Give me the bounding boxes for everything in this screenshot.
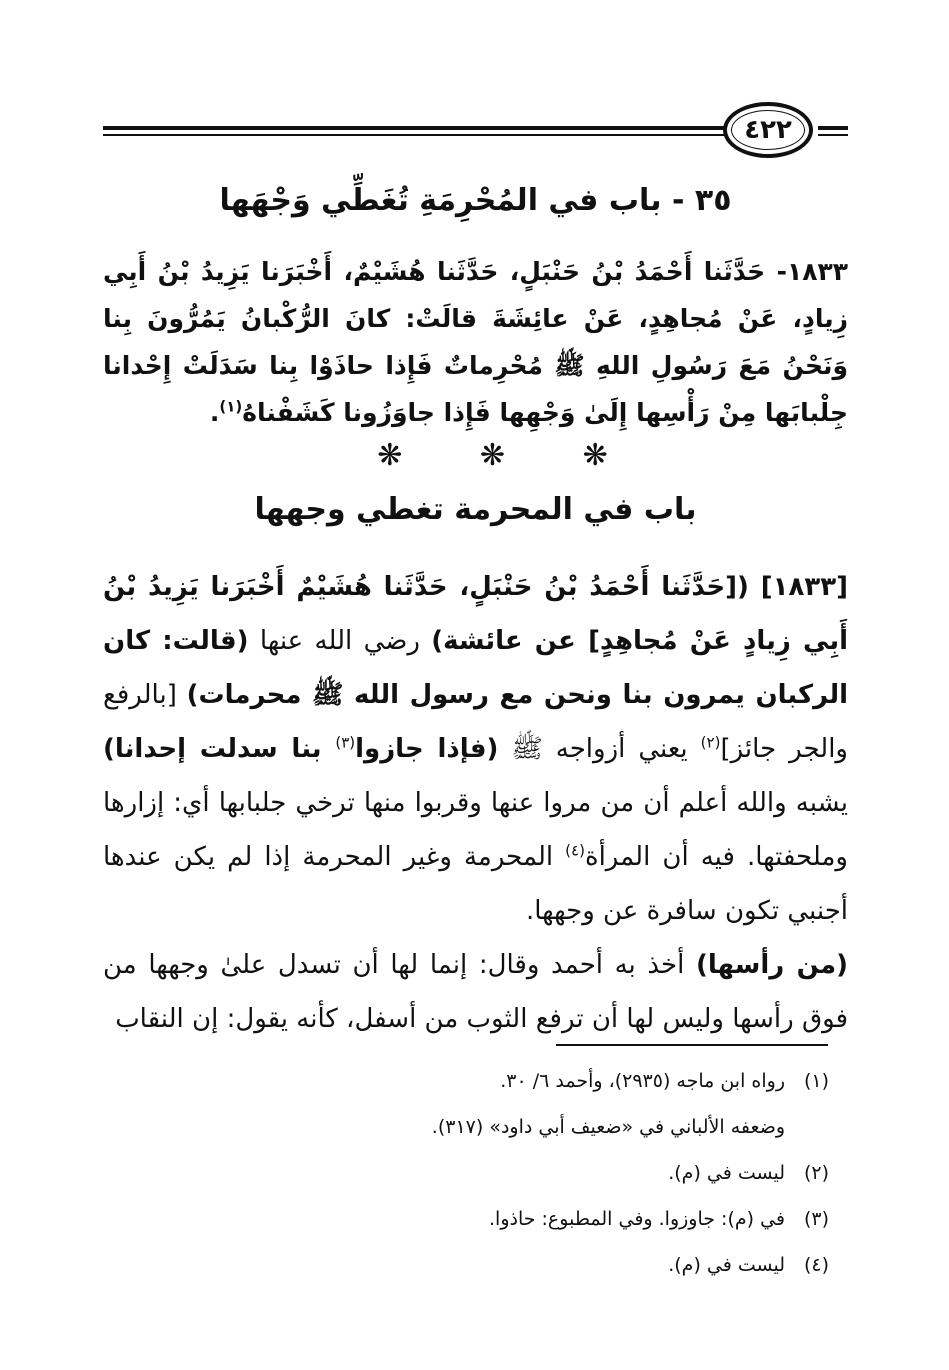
commentary-paragraph-1 [103, 560, 848, 938]
footnote-text: ليست في (م). [668, 1254, 785, 1276]
page-header [0, 100, 949, 160]
footnote-text: رواه ابن ماجه (٢٩٣٥)، وأحمد ٦/ ٣٠. [500, 1070, 785, 1092]
commentary-text: المحرمة وغير المحرمة إذا لم يكن عندها أجنبي تكون سافرة عن وجهها. [103, 842, 848, 926]
header-rule-thick [103, 126, 725, 130]
page-number: ٤٢٢ [744, 115, 792, 145]
section-divider-stars: ❋ ❋ ❋ [377, 438, 642, 473]
footnote-text: وضعفه الألباني في «ضعيف أبي داود» (٣١٧). [431, 1116, 785, 1138]
hadith-end: . [209, 398, 220, 427]
footnote-ref-4: (٤) [565, 841, 585, 860]
chapter-title: ٣٥ - باب في المُحْرِمَةِ تُغَطِّي وَجْهَها [219, 183, 732, 218]
section-title: باب في المحرمة تغطي وجهها [254, 492, 697, 527]
footnotes [129, 1058, 829, 1288]
footnote-text: ليست في (م). [668, 1162, 785, 1184]
footnote-number: (٢) [803, 1162, 829, 1184]
page-number-badge [723, 102, 813, 158]
footnote-separator [556, 1044, 828, 1046]
commentary-quote: (من رأسها) [695, 950, 849, 980]
commentary-quote: بنا سدلت إحدانا) [103, 734, 336, 764]
commentary-text: رضي الله عنها [248, 626, 432, 656]
hadith-text [103, 248, 848, 436]
commentary-text: يشبه والله أعلم أن من مروا عنها وقربوا منها ترخي جلبابها أي: إزارها وملحفتها. فيه أن المرأة [103, 788, 848, 872]
commentary-quote-isnad: [١٨٣٣] ([حَدَّثَنا أَحْمَدُ بْنُ حَنْبَلٍ، حَدَّثَنا هُشَيْمٌ أَخْبَرَنا يَزِيدُ بْنُ أَبِي زِيادٍ عَنْ مُجاهِدٍ] عن عائشة) [103, 572, 848, 656]
commentary-text: يعني أزواجه ﷺ [498, 734, 701, 764]
footnote-item [129, 1058, 829, 1104]
commentary-text: أخذ به أحمد وقال: إنما لها أن تسدل علىٰ وجهها من فوق رأسها وليس لها أن ترفع الثوب من أسفل، كأنه يقول: إن النقاب [103, 950, 848, 1034]
commentary-quote: (قالت: كان الركبان يمرون بنا ونحن مع رسول الله ﷺ محرمات) [103, 626, 848, 710]
commentary [103, 560, 848, 1046]
commentary-quote: (فإذا جازوا [355, 734, 499, 764]
footnote-number: (١) [803, 1070, 829, 1092]
header-rule-right-thin [818, 134, 848, 136]
footnote-ref-2: (٢) [700, 733, 721, 752]
commentary-text: [بالرفع والجر جائز] [103, 680, 848, 764]
hadith-body: ١٨٣٣- حَدَّثَنا أَحْمَدُ بْنُ حَنْبَلٍ، حَدَّثَنا هُشَيْمٌ، أَخْبَرَنا يَزِيدُ بْنُ أَبِي زِيادٍ، عَنْ مُجاهِدٍ، عَنْ عائِشَةَ قالَتْ: كانَ الرُّكْبانُ يَمُرُّونَ بِنا وَنَحْنُ مَعَ رَسُولِ اللهِ ﷺ مُحْرِماتٌ فَإِذا حاذَوْا بِنا سَدَلَتْ إِحْدانا جِلْبابَها مِنْ رَأْسِها إِلَىٰ وَجْهِها فَإِذا جاوَزُونا كَشَفْناهُ [103, 257, 848, 427]
header-rule-right-thick [818, 126, 848, 130]
header-rule-thin [103, 134, 725, 136]
footnote-item [129, 1196, 829, 1242]
footnote-item [129, 1150, 829, 1196]
footnote-text: في (م): جاوزوا. وفي المطبوع: حاذوا. [489, 1208, 785, 1230]
footnote-item [129, 1104, 829, 1150]
footnote-item [129, 1242, 829, 1288]
page-number-inner-ring [731, 110, 805, 150]
footnote-number: (٤) [803, 1254, 829, 1276]
footnote-ref-3: (٣) [335, 733, 356, 752]
commentary-paragraph-2 [103, 938, 848, 1046]
footnote-ref-1: (١) [219, 397, 243, 416]
footnote-number: (٣) [803, 1208, 829, 1230]
